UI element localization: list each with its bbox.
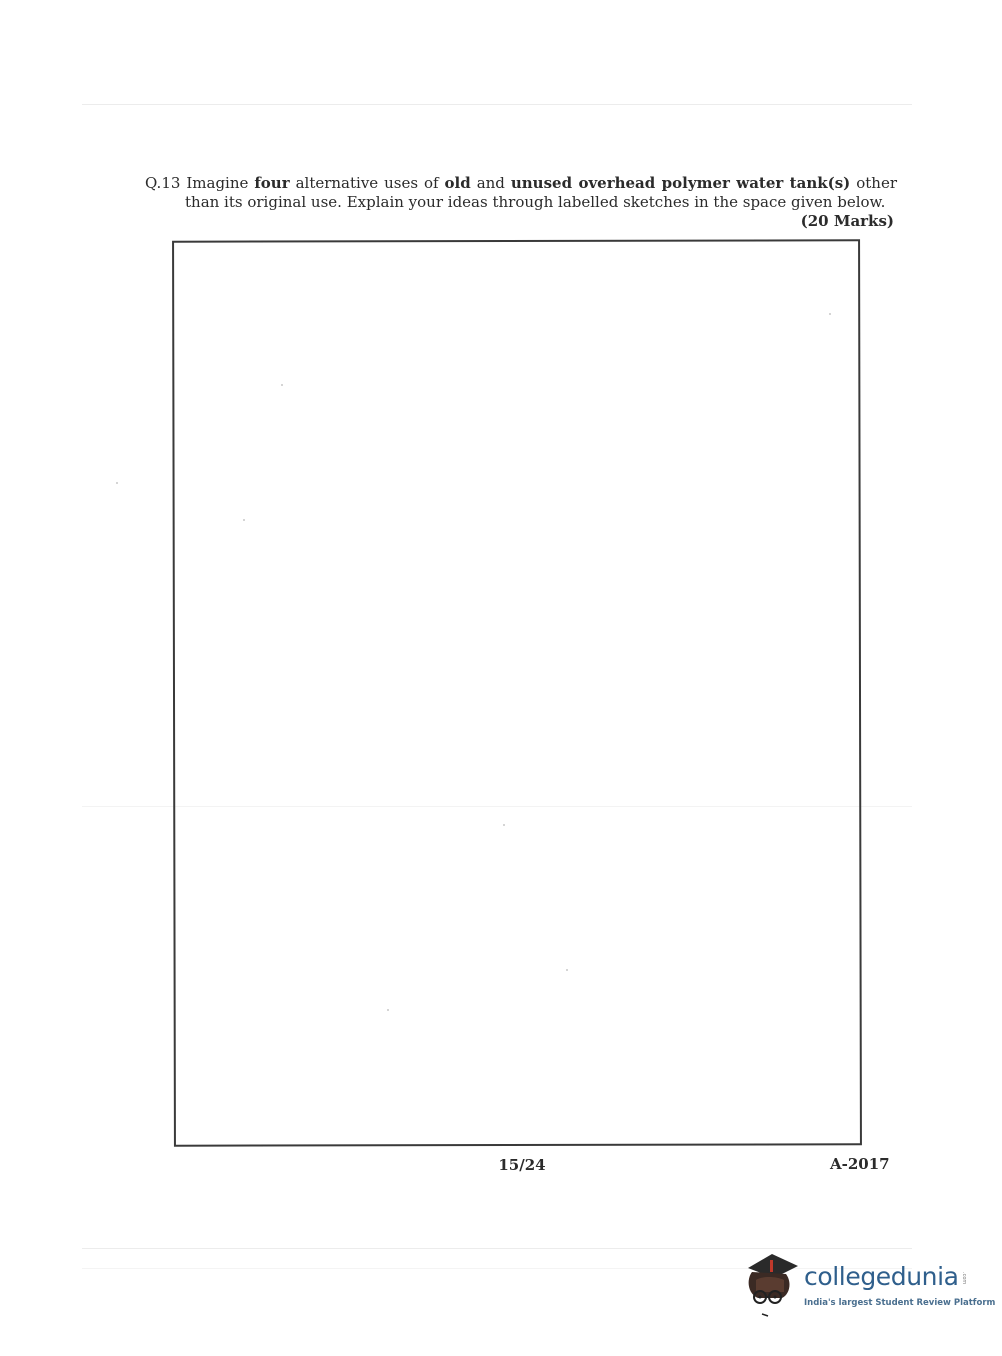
- scan-speck: [503, 824, 505, 826]
- student-mascot-icon: [742, 1250, 802, 1320]
- question-line-2: than its original use. Explain your ideas through labelled sketches in the space given below.: [185, 193, 886, 211]
- question-text: other: [856, 174, 898, 192]
- scan-speck: [566, 969, 568, 971]
- question-number: Q.13: [145, 174, 181, 192]
- brand-name: collegedunia: [804, 1262, 959, 1291]
- scan-speck: [829, 313, 831, 315]
- collegedunia-logo: [742, 1250, 996, 1320]
- question-emphasis: four: [254, 174, 290, 192]
- brand-suffix: .com: [961, 1272, 967, 1285]
- scan-edge-bottom: [82, 1248, 912, 1249]
- question-text: Imagine: [186, 174, 249, 192]
- scan-speck: [116, 482, 118, 484]
- scan-edge-top: [82, 104, 912, 105]
- scan-speck: [387, 1009, 389, 1011]
- question-marks: (20 Marks): [800, 212, 894, 230]
- question-emphasis: unused overhead polymer water tank(s): [510, 174, 851, 192]
- answer-box[interactable]: [172, 239, 862, 1146]
- brand-tagline: India's largest Student Review Platform: [804, 1298, 996, 1308]
- paper-code: A-2017: [830, 1155, 890, 1173]
- question-block: [145, 174, 897, 231]
- question-text: and: [476, 174, 505, 192]
- question-emphasis: old: [444, 174, 471, 192]
- scan-speck: [243, 519, 245, 521]
- page-number: 15/24: [498, 1156, 546, 1174]
- question-text: alternative uses of: [295, 174, 439, 192]
- scan-speck: [281, 384, 283, 386]
- question-line-1: [145, 174, 897, 193]
